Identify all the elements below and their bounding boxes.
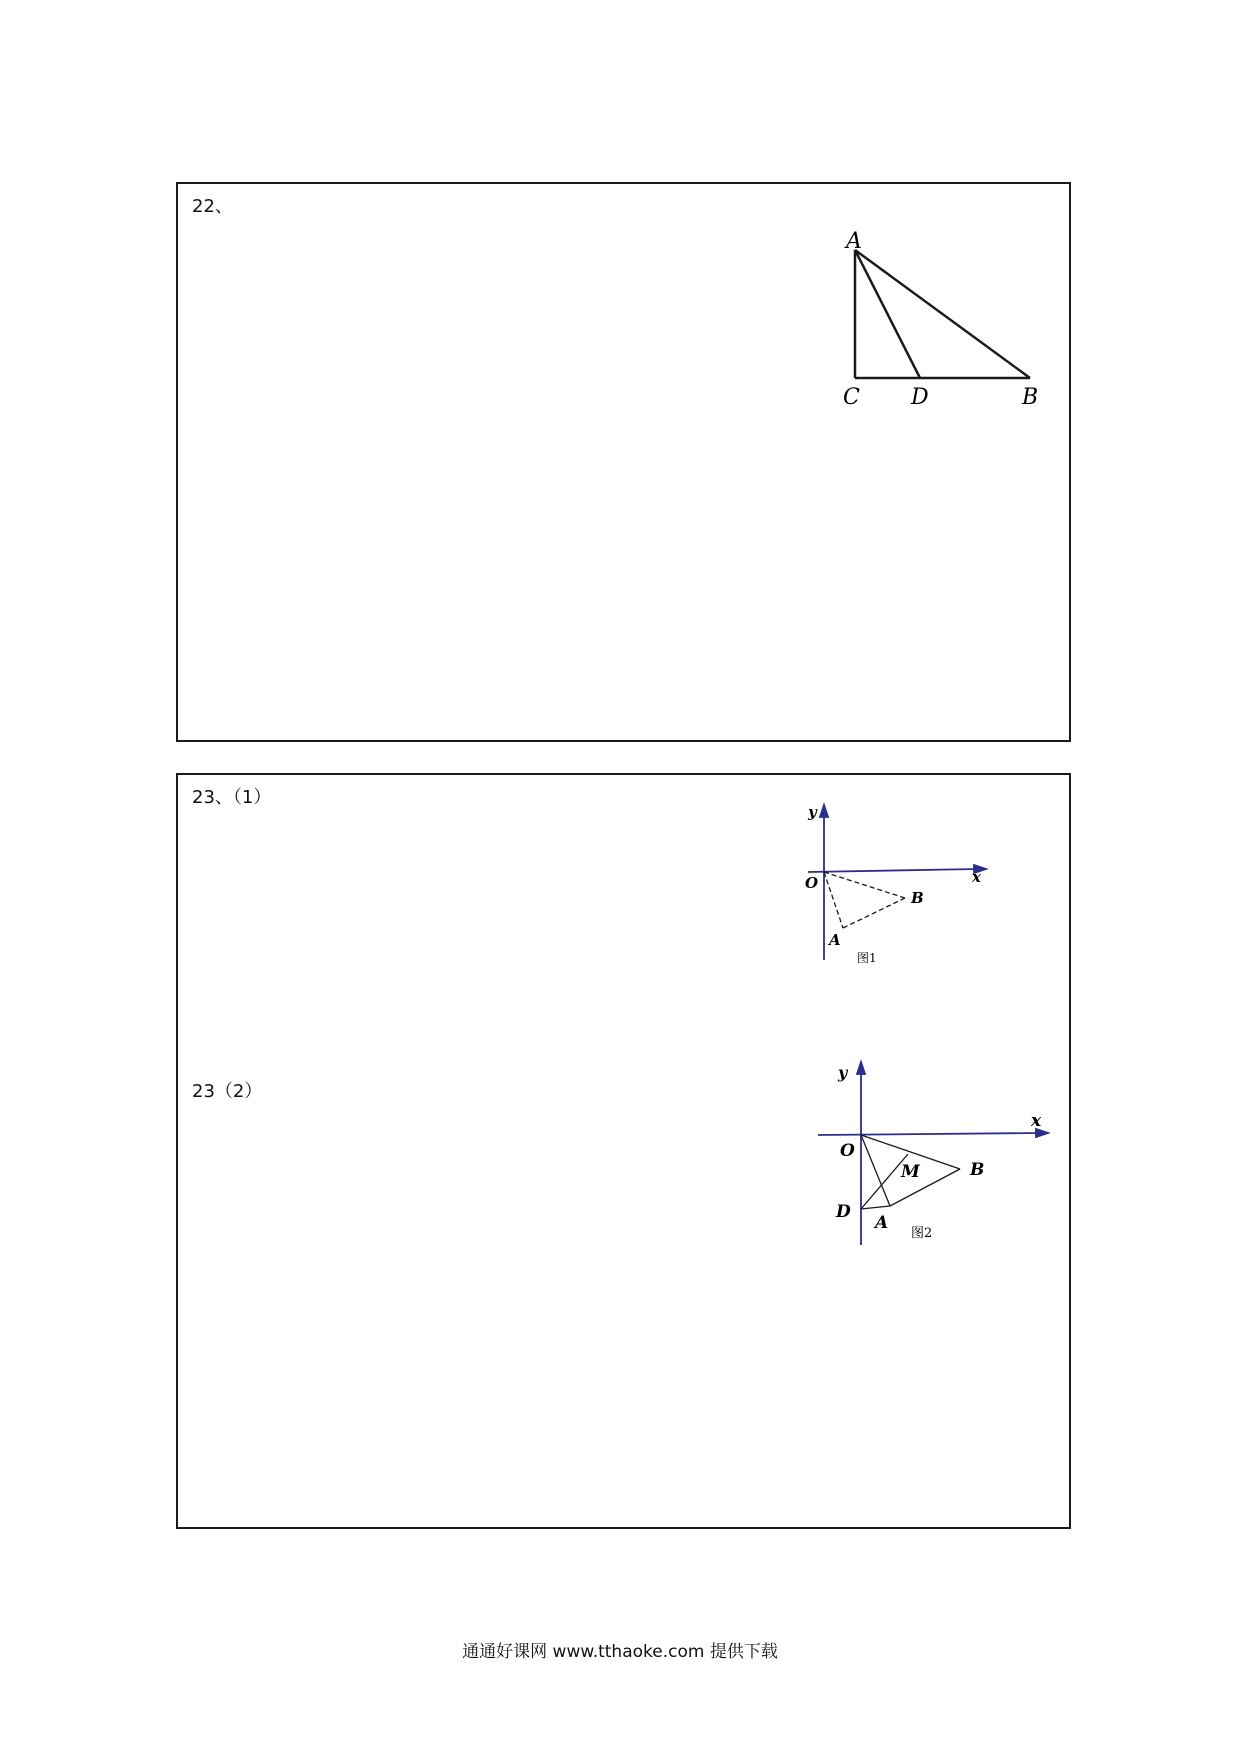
point-a-label-1: A: [829, 931, 841, 949]
point-a-label-2: A: [875, 1213, 889, 1233]
point-m-label-2: M: [901, 1162, 920, 1182]
y-axis-arrow-2: [857, 1062, 865, 1074]
answer-box-23: [176, 773, 1071, 1529]
x-axis-1: [808, 869, 978, 872]
segment-ab: [855, 250, 1030, 378]
vertex-d-label: D: [911, 385, 929, 410]
vertex-b-label: B: [1022, 385, 1039, 410]
point-b-label-2: B: [970, 1160, 985, 1180]
vertex-c-label: C: [843, 385, 860, 410]
origin-label-2: O: [840, 1141, 855, 1161]
vertex-a-label: A: [846, 229, 862, 254]
axis-x-label-2: x: [1031, 1111, 1042, 1131]
axis-y-label-1: y: [808, 803, 817, 821]
figure-1-caption: 图1: [857, 951, 877, 965]
question-23-part2-label: 23（2）: [192, 1081, 263, 1102]
segment-da-2: [861, 1206, 890, 1209]
answer-box-22: [176, 182, 1071, 742]
point-b-label-1: B: [911, 889, 924, 907]
origin-label-1: O: [805, 874, 819, 892]
y-axis-arrow-1: [820, 805, 828, 817]
x-axis-2: [818, 1133, 1040, 1135]
page-footer: 通通好课网 www.tthaoke.com 提供下载: [462, 1642, 778, 1662]
question-23-part1-label: 23、（1）: [192, 787, 272, 808]
axis-x-label-1: x: [972, 868, 981, 886]
segment-oa-1: [824, 872, 843, 928]
segment-ab-1: [843, 898, 905, 928]
segment-ob-1: [824, 872, 905, 898]
axis-y-label-2: y: [838, 1063, 848, 1082]
segment-oa-2: [861, 1135, 890, 1206]
coordinate-figure-1: [178, 775, 1073, 1531]
point-d-label-2: D: [836, 1202, 851, 1222]
figure-2-caption: 图2: [911, 1226, 933, 1241]
segment-ad: [855, 250, 920, 378]
triangle-figure-22: [178, 184, 1073, 744]
question-22-label: 22、: [192, 196, 233, 217]
